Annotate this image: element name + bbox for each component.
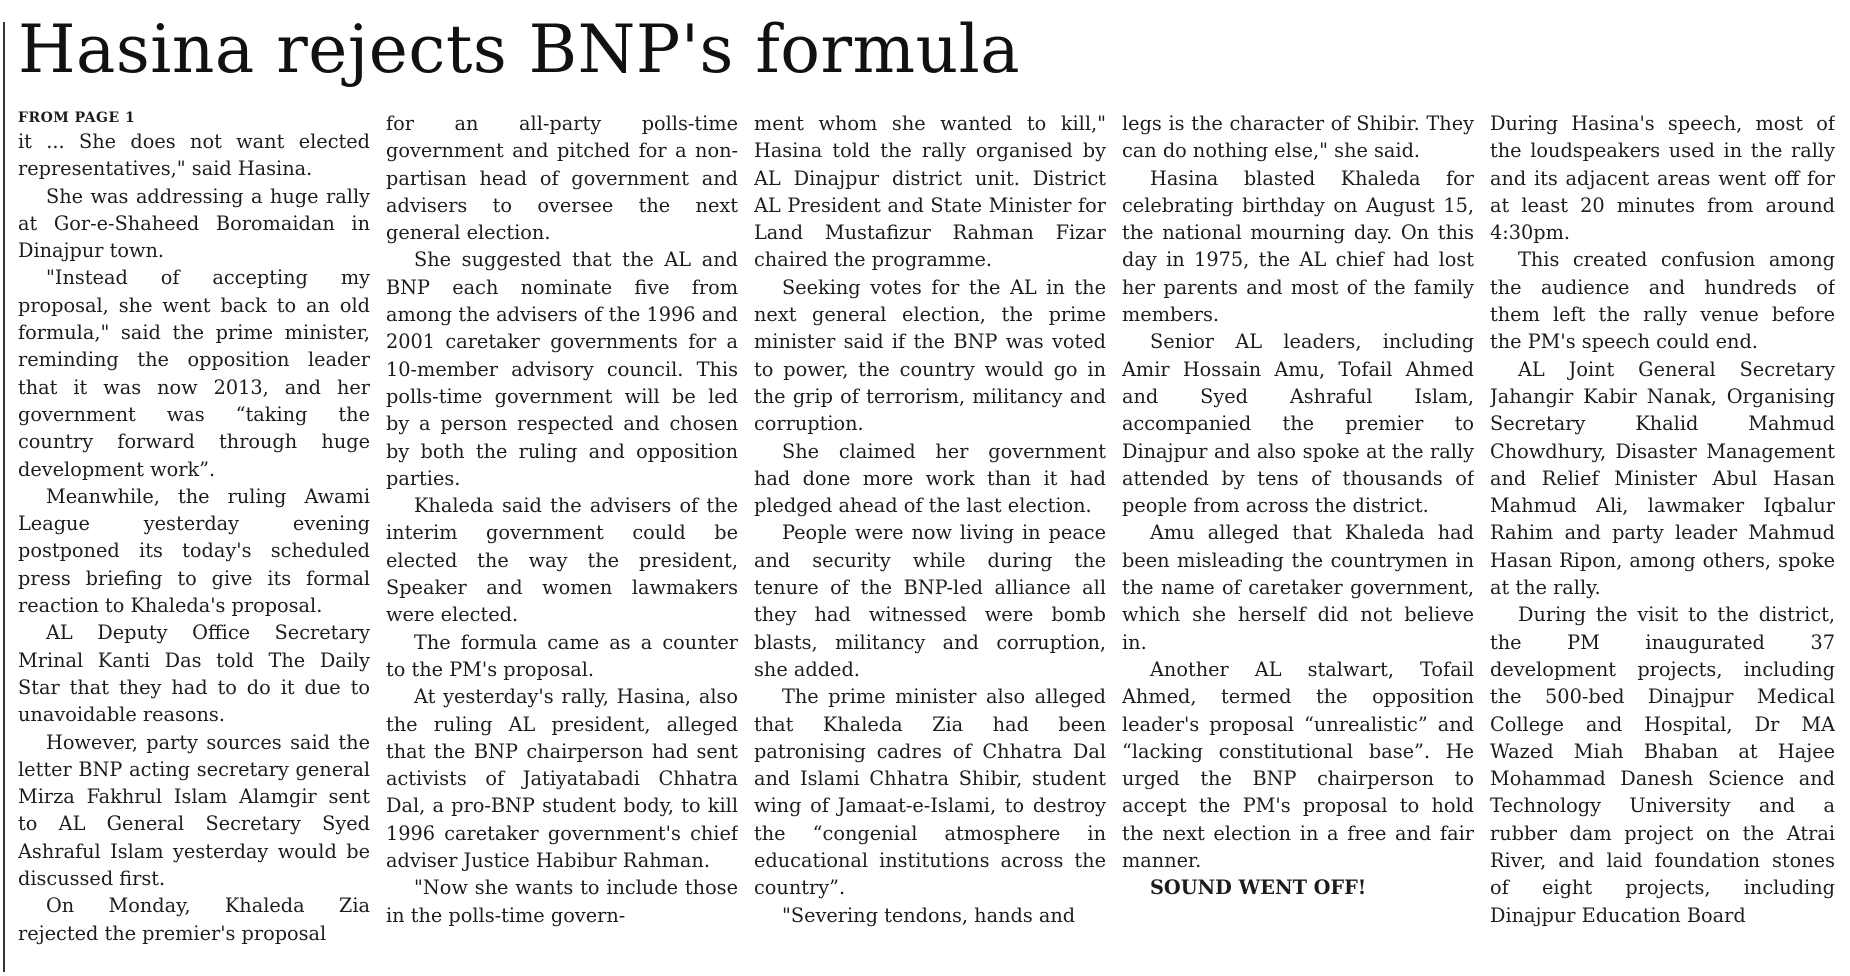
- paragraph: She was addressing a huge rally at Gor-e-Shaheed Boromaidan in Dinajpur town.: [18, 184, 370, 263]
- subhead: SOUND WENT OFF!: [1150, 876, 1367, 900]
- paragraph: This created confusion among the audience and hundreds of them left the rally venue before the PM's speech could end.: [1490, 248, 1835, 354]
- paragraph: "Now she wants to include those in the polls-time govern-: [386, 876, 738, 927]
- paragraph: She suggested that the AL and BNP each nominate five from among the advisers of the 1996 and 2001 caretaker governments for a 10-member advisory council. This polls-time government will be led by a person respected and chosen by both the ruling and opposition parties.: [386, 248, 738, 490]
- article-column-2: [386, 110, 738, 972]
- paragraph: On Monday, Khaleda Zia rejected the premier's proposal: [18, 894, 370, 945]
- paragraph: Meanwhile, the ruling Awami League yesterday evening postponed its today's scheduled press briefing to give its formal reaction to Khaleda's proposal.: [18, 484, 370, 618]
- headline: Hasina rejects BNP's formula: [18, 11, 1021, 88]
- paragraph: Khaleda said the advisers of the interim government could be elected the way the president, Speaker and women lawmakers were elected.: [386, 494, 738, 627]
- paragraph: She claimed her government had done more work than it had pledged ahead of the last election.: [754, 439, 1106, 518]
- paragraph: Senior AL leaders, including Amir Hossain Amu, Tofail Ahmed and Syed Ashraful Islam, accompanied the premier to Dinajpur and also spoke at the rally attended by tens of thousands of people from across the district.: [1122, 330, 1474, 518]
- paragraph: However, party sources said the letter BNP acting secretary general Mirza Fakhrul Islam Alamgir sent to AL General Secretary Syed Ashraful Islam yesterday would be discussed first.: [18, 730, 370, 891]
- paragraph: The formula came as a counter to the PM's proposal.: [386, 630, 738, 681]
- left-column-rule: [3, 22, 5, 972]
- paragraph: legs is the character of Shibir. They can do nothing else," she said.: [1122, 112, 1474, 163]
- paragraph: "Severing tendons, hands and: [782, 903, 1076, 927]
- article-column-5: [1490, 110, 1835, 972]
- paragraph: People were now living in peace and security while during the tenure of the BNP-led alliance all they had witnessed were bomb blasts, militancy and corruption, she added.: [754, 521, 1106, 681]
- paragraph: During the visit to the district, the PM inaugurated 37 development projects, including the 500-bed Dinajpur Medical College and Hospital, Dr MA Wazed Miah Bhaban at Hajee Mohammad Danesh Science and Technology University and a rubber dam project on the Atrai River, and laid foundation stones of eight projects, including Dinajpur Education Board: [1490, 603, 1835, 927]
- paragraph: Amu alleged that Khaleda had been misleading the countrymen in the name of caretaker government, which she herself did not believe in.: [1122, 521, 1474, 654]
- paragraph: ment whom she wanted to kill," Hasina told the rally organised by AL Dinajpur district unit. District AL President and State Minister for Land Mustafizur Rahman Fizar chaired the programme.: [754, 112, 1106, 272]
- paragraph: Another AL stalwart, Tofail Ahmed, termed the opposition leader's proposal “unrealistic” and “lacking constitutional base”. He urged the BNP chairperson to accept the PM's proposal to hold the next election in a free and fair manner.: [1122, 657, 1474, 873]
- paragraph: Seeking votes for the AL in the next general election, the prime minister said if the BNP was voted to power, the country would go in the grip of terrorism, militancy and corruption.: [754, 275, 1106, 436]
- paragraph: it ... She does not want elected representatives," said Hasina.: [18, 130, 370, 181]
- paragraph: Hasina blasted Khaleda for celebrating birthday on August 15, the national mourning day. On this day in 1975, the AL chief had lost her parents and most of the family members.: [1122, 166, 1474, 327]
- paragraph: "Instead of accepting my proposal, she went back to an old formula," said the prime minister, reminding the opposition leader that it was now 2013, and her government was “taking the country forward through huge development work”.: [18, 266, 370, 481]
- article-column-4: [1122, 110, 1474, 972]
- paragraph: AL Joint General Secretary Jahangir Kabir Nanak, Organising Secretary Khalid Mahmud Chowdhury, Disaster Management and Relief Minister Abul Hasan Mahmud Ali, lawmaker Iqbalur Rahim and party leader Mahmud Hasan Ripon, among others, spoke at the rally.: [1490, 357, 1835, 600]
- paragraph: The prime minister also alleged that Khaleda Zia had been patronising cadres of Chhatra Dal and Islami Chhatra Shibir, student wing of Jamaat-e-Islami, to destroy the “congenial atmosphere in educational institutions across the country”.: [754, 685, 1106, 900]
- paragraph: for an all-party polls-time government and pitched for a non-partisan head of government and advisers to oversee the next general election.: [386, 112, 738, 245]
- article-column-1: [18, 110, 370, 972]
- paragraph: During Hasina's speech, most of the loudspeakers used in the rally and its adjacent areas went off for at least 20 minutes from around 4:30pm.: [1490, 112, 1835, 245]
- paragraph: At yesterday's rally, Hasina, also the ruling AL president, alleged that the BNP chairperson had sent activists of Jatiyatabadi Chhatra Dal, a pro-BNP student body, to kill 1996 caretaker government's chief adviser Justice Habibur Rahman.: [386, 685, 738, 873]
- article-column-3: [754, 110, 1106, 972]
- paragraph: AL Deputy Office Secretary Mrinal Kanti Das told The Daily Star that they had to do it due to unavoidable reasons.: [18, 621, 370, 727]
- dateline: FROM PAGE 1: [18, 110, 136, 126]
